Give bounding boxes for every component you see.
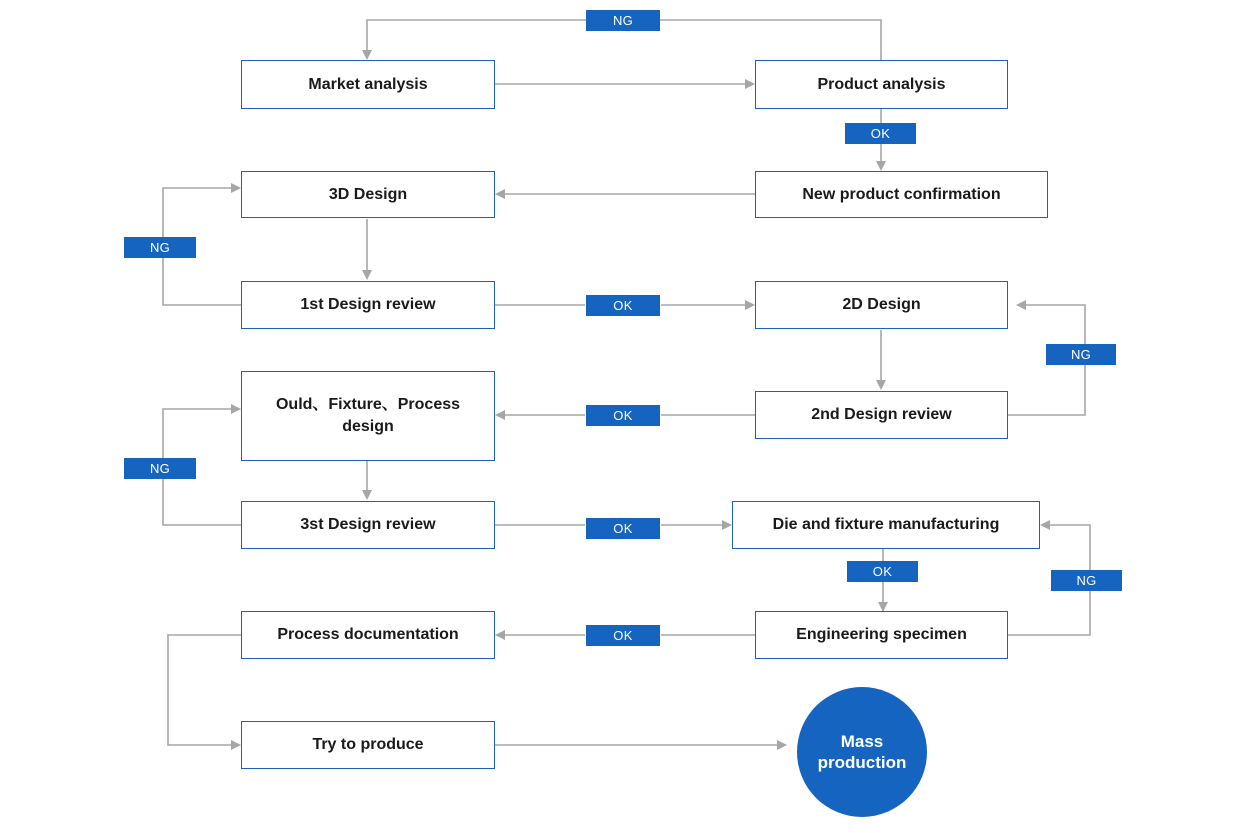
node-process-documentation[interactable] [241,611,495,659]
badge-ng-2nd-review [1046,344,1116,365]
node-3d-design[interactable] [241,171,495,218]
wire-process-doc-to-try [168,635,241,745]
node-1st-design-review-label: 1st Design review [300,296,436,314]
arrowhead-ng-product-to-market [362,50,372,60]
arrowhead-ok-to-die [722,520,732,530]
node-market-analysis[interactable] [241,60,495,109]
arrowhead-try-to-mass [777,740,787,750]
node-engineering-specimen[interactable] [755,611,1008,659]
badge-ng-engineering-specimen [1051,570,1122,591]
badge-ok-product-analysis-label: OK [870,126,891,141]
node-2nd-design-review[interactable] [755,391,1008,439]
badge-ok-1st-review [586,295,660,316]
badge-ng-3st-review [124,458,196,479]
badge-ok-die-fixture [847,561,918,582]
node-mass-production-label: Mass production [817,731,907,772]
arrowhead-process-doc-to-try [231,740,241,750]
node-market-analysis-label: Market analysis [308,75,428,93]
arrowhead-ok-to-confirmation [876,161,886,171]
arrowhead-ng-specimen-to-die [1040,520,1050,530]
node-product-analysis[interactable] [755,60,1008,109]
node-1st-design-review[interactable] [241,281,495,329]
badge-ng-3st-review-label: NG [149,461,171,476]
node-die-and-fixture-manufacturing-label: Die and fixture manufacturing [772,516,1000,534]
node-mould-fixture-process-design[interactable] [241,371,495,461]
badge-ok-3st-review [586,518,660,539]
arrowhead-market-to-product [745,79,755,89]
node-die-and-fixture-manufacturing[interactable] [732,501,1040,549]
node-new-product-confirmation-label: New product confirmation [802,185,1001,203]
badge-ok-die-fixture-label: OK [872,564,893,579]
arrowhead-ok-to-2d [745,300,755,310]
badge-ok-1st-review-label: OK [613,298,633,313]
node-try-to-produce-label: Try to produce [312,736,424,754]
badge-ok-2nd-review [586,405,660,426]
node-product-analysis-label: Product analysis [817,75,946,93]
arrowhead-ok-to-process-doc [495,630,505,640]
node-mass-production[interactable] [797,687,927,817]
badge-ok-engineering-specimen-label: OK [613,628,633,643]
node-2d-design-label: 2D Design [842,296,921,314]
arrowhead-ng-1st-review-to-3d [231,183,241,193]
badge-ng-2nd-review-label: NG [1070,347,1092,362]
badge-ng-1st-review [124,237,196,258]
badge-ng-engineering-specimen-label: NG [1076,573,1097,588]
badge-ng-1st-review-label: NG [149,240,171,255]
node-3d-design-label: 3D Design [328,185,408,203]
arrowhead-ng-2nd-review-to-2d [1016,300,1026,310]
node-process-documentation-label: Process documentation [277,626,459,644]
badge-ok-2nd-review-label: OK [613,408,633,423]
node-2nd-design-review-label: 2nd Design review [811,406,952,424]
arrowhead-2d-to-2nd-review [876,380,886,390]
node-engineering-specimen-label: Engineering specimen [796,626,967,644]
arrowhead-ok-to-mould [495,410,505,420]
badge-ng-top-label: NG [612,13,634,28]
node-3st-design-review-label: 3st Design review [300,516,436,534]
badge-ng-top [586,10,660,31]
arrowhead-3d-to-1st-review [362,270,372,280]
badge-ok-product-analysis [845,123,916,144]
node-new-product-confirmation[interactable] [755,171,1048,218]
badge-ok-3st-review-label: OK [613,521,633,536]
badge-ok-engineering-specimen [586,625,660,646]
node-2d-design[interactable] [755,281,1008,329]
node-mould-fixture-process-design-label: Ould、Fixture、Process design [275,396,461,435]
arrowhead-ng-3st-review-to-mould [231,404,241,414]
arrowhead-confirmation-to-3d [495,189,505,199]
arrowhead-mould-to-3st-review [362,490,372,500]
node-try-to-produce[interactable] [241,721,495,769]
node-3st-design-review[interactable] [241,501,495,549]
